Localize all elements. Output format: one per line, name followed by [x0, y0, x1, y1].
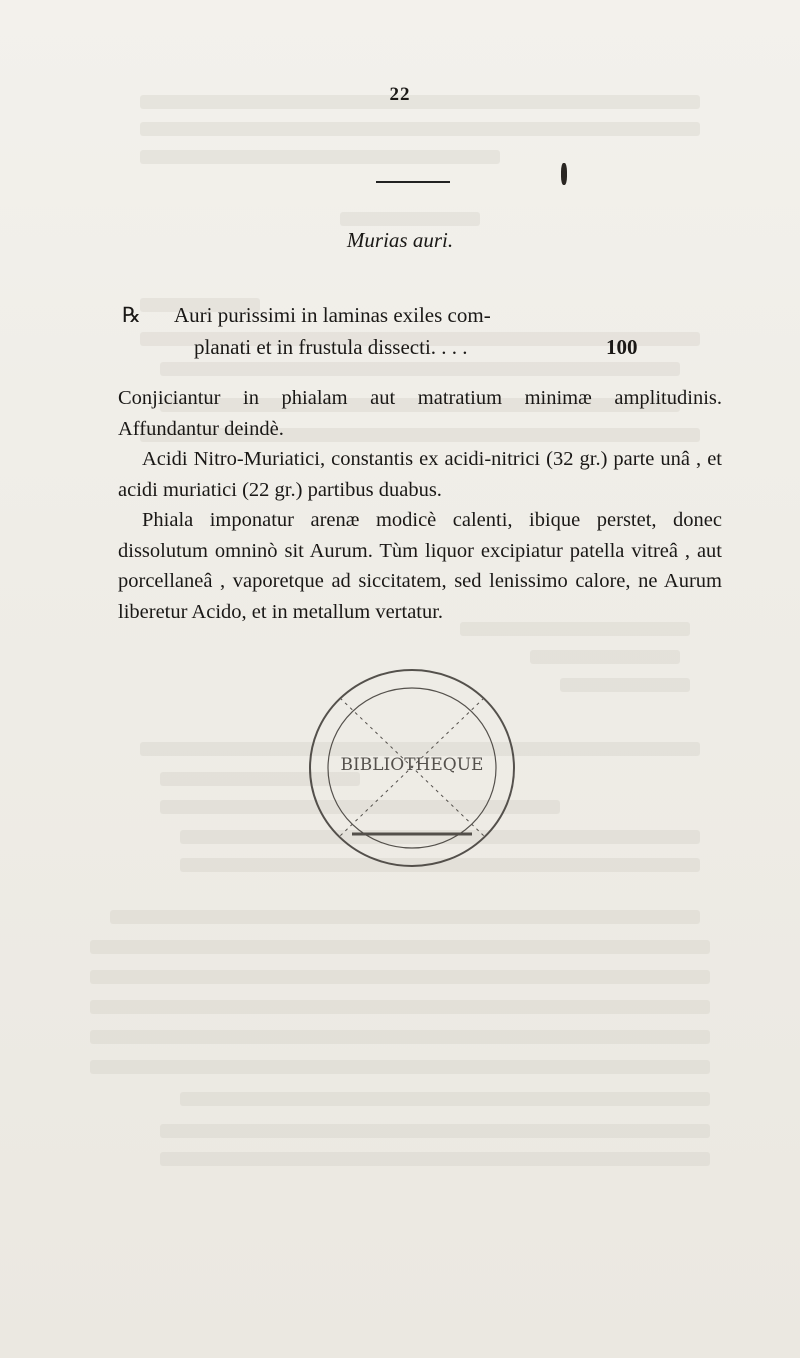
page-number: 22 [389, 84, 411, 105]
paragraph: Acidi Nitro-Muriatici, constantis ex acidi-nitrici (32 gr.) parte unâ , et acidi muriatici (22 gr.) partibus duabus. [118, 448, 722, 501]
separator-rule [376, 181, 450, 183]
paragraph: Conjiciantur in phialam aut matratium minimæ amplitudinis. Affundantur deindè. [118, 387, 722, 440]
recipe-quantity: 100 [606, 335, 638, 359]
ink-mark [561, 163, 567, 185]
section-title: Murias auri. [346, 228, 454, 252]
body-text [118, 383, 722, 627]
library-stamp [296, 658, 528, 880]
stamp-text: BIBLIOTHEQUE [340, 755, 484, 775]
recipe-line-2: planati et in frustula dissecti. . . . [194, 335, 468, 359]
paragraph: Phiala imponatur arenæ modicè calenti, ibique perstet, donec dissolutum omninò sit Aurum. Tùm liquor excipiatur patella vitreâ , aut porcellaneâ , vaporetque ad siccitatem, sed lenissimo calore, ne Aurum liberetur Acido, et in metallum vertatur. [118, 509, 722, 623]
recipe-symbol: ℞ [122, 303, 141, 327]
recipe-line-1: Auri purissimi in laminas exiles com- [174, 303, 491, 327]
